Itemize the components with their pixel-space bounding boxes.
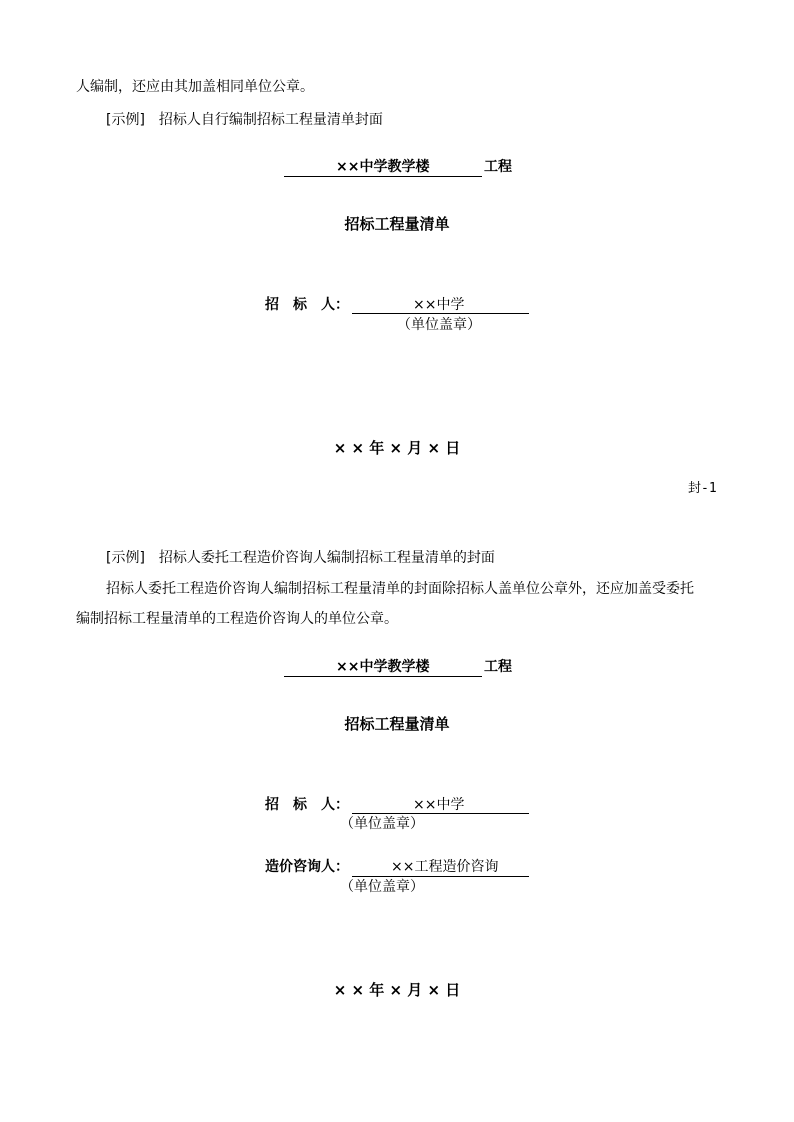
project-name: ××中学教学楼 bbox=[336, 159, 430, 175]
consultant-label: 造价咨询人： bbox=[265, 859, 349, 875]
doc-title: 招标工程量清单 bbox=[344, 215, 450, 233]
tenderer-value: ××中学 bbox=[413, 797, 465, 813]
date: × × 年 × 月 × 日 bbox=[333, 981, 461, 999]
tenderer-label: 招 标 人： bbox=[265, 797, 349, 813]
example2-heading: [示例] 招标人委托工程造价咨询人编制招标工程量清单的封面 bbox=[106, 550, 495, 566]
example2-paragraph-line2: 编制招标工程量清单的工程造价咨询人的单位公章。 bbox=[76, 611, 398, 627]
project-name-underline bbox=[284, 676, 482, 677]
tenderer-value: ××中学 bbox=[413, 297, 465, 313]
project-name: ××中学教学楼 bbox=[336, 659, 430, 675]
project-suffix: 工程 bbox=[484, 159, 512, 175]
example2-paragraph-line1: 招标人委托工程造价咨询人编制招标工程量清单的封面除招标人盖单位公章外，还应加盖受委托 bbox=[106, 581, 694, 597]
example1-heading: [示例] 招标人自行编制招标工程量清单封面 bbox=[106, 112, 383, 128]
consultant-value: ××工程造价咨询 bbox=[391, 859, 499, 875]
tenderer-underline bbox=[352, 313, 529, 314]
tenderer-seal-note: （单位盖章） bbox=[340, 816, 424, 832]
page-number: 封-1 bbox=[688, 481, 717, 496]
project-suffix: 工程 bbox=[484, 659, 512, 675]
project-name-underline bbox=[284, 176, 482, 177]
continuation-text: 人编制，还应由其加盖相同单位公章。 bbox=[76, 79, 314, 95]
doc-title: 招标工程量清单 bbox=[344, 715, 450, 733]
date: × × 年 × 月 × 日 bbox=[333, 439, 461, 457]
tenderer-label: 招 标 人： bbox=[265, 297, 349, 313]
consultant-underline bbox=[352, 876, 529, 877]
consultant-seal-note: （单位盖章） bbox=[340, 879, 424, 895]
tenderer-underline bbox=[352, 813, 529, 814]
seal-note: （单位盖章） bbox=[397, 317, 481, 333]
